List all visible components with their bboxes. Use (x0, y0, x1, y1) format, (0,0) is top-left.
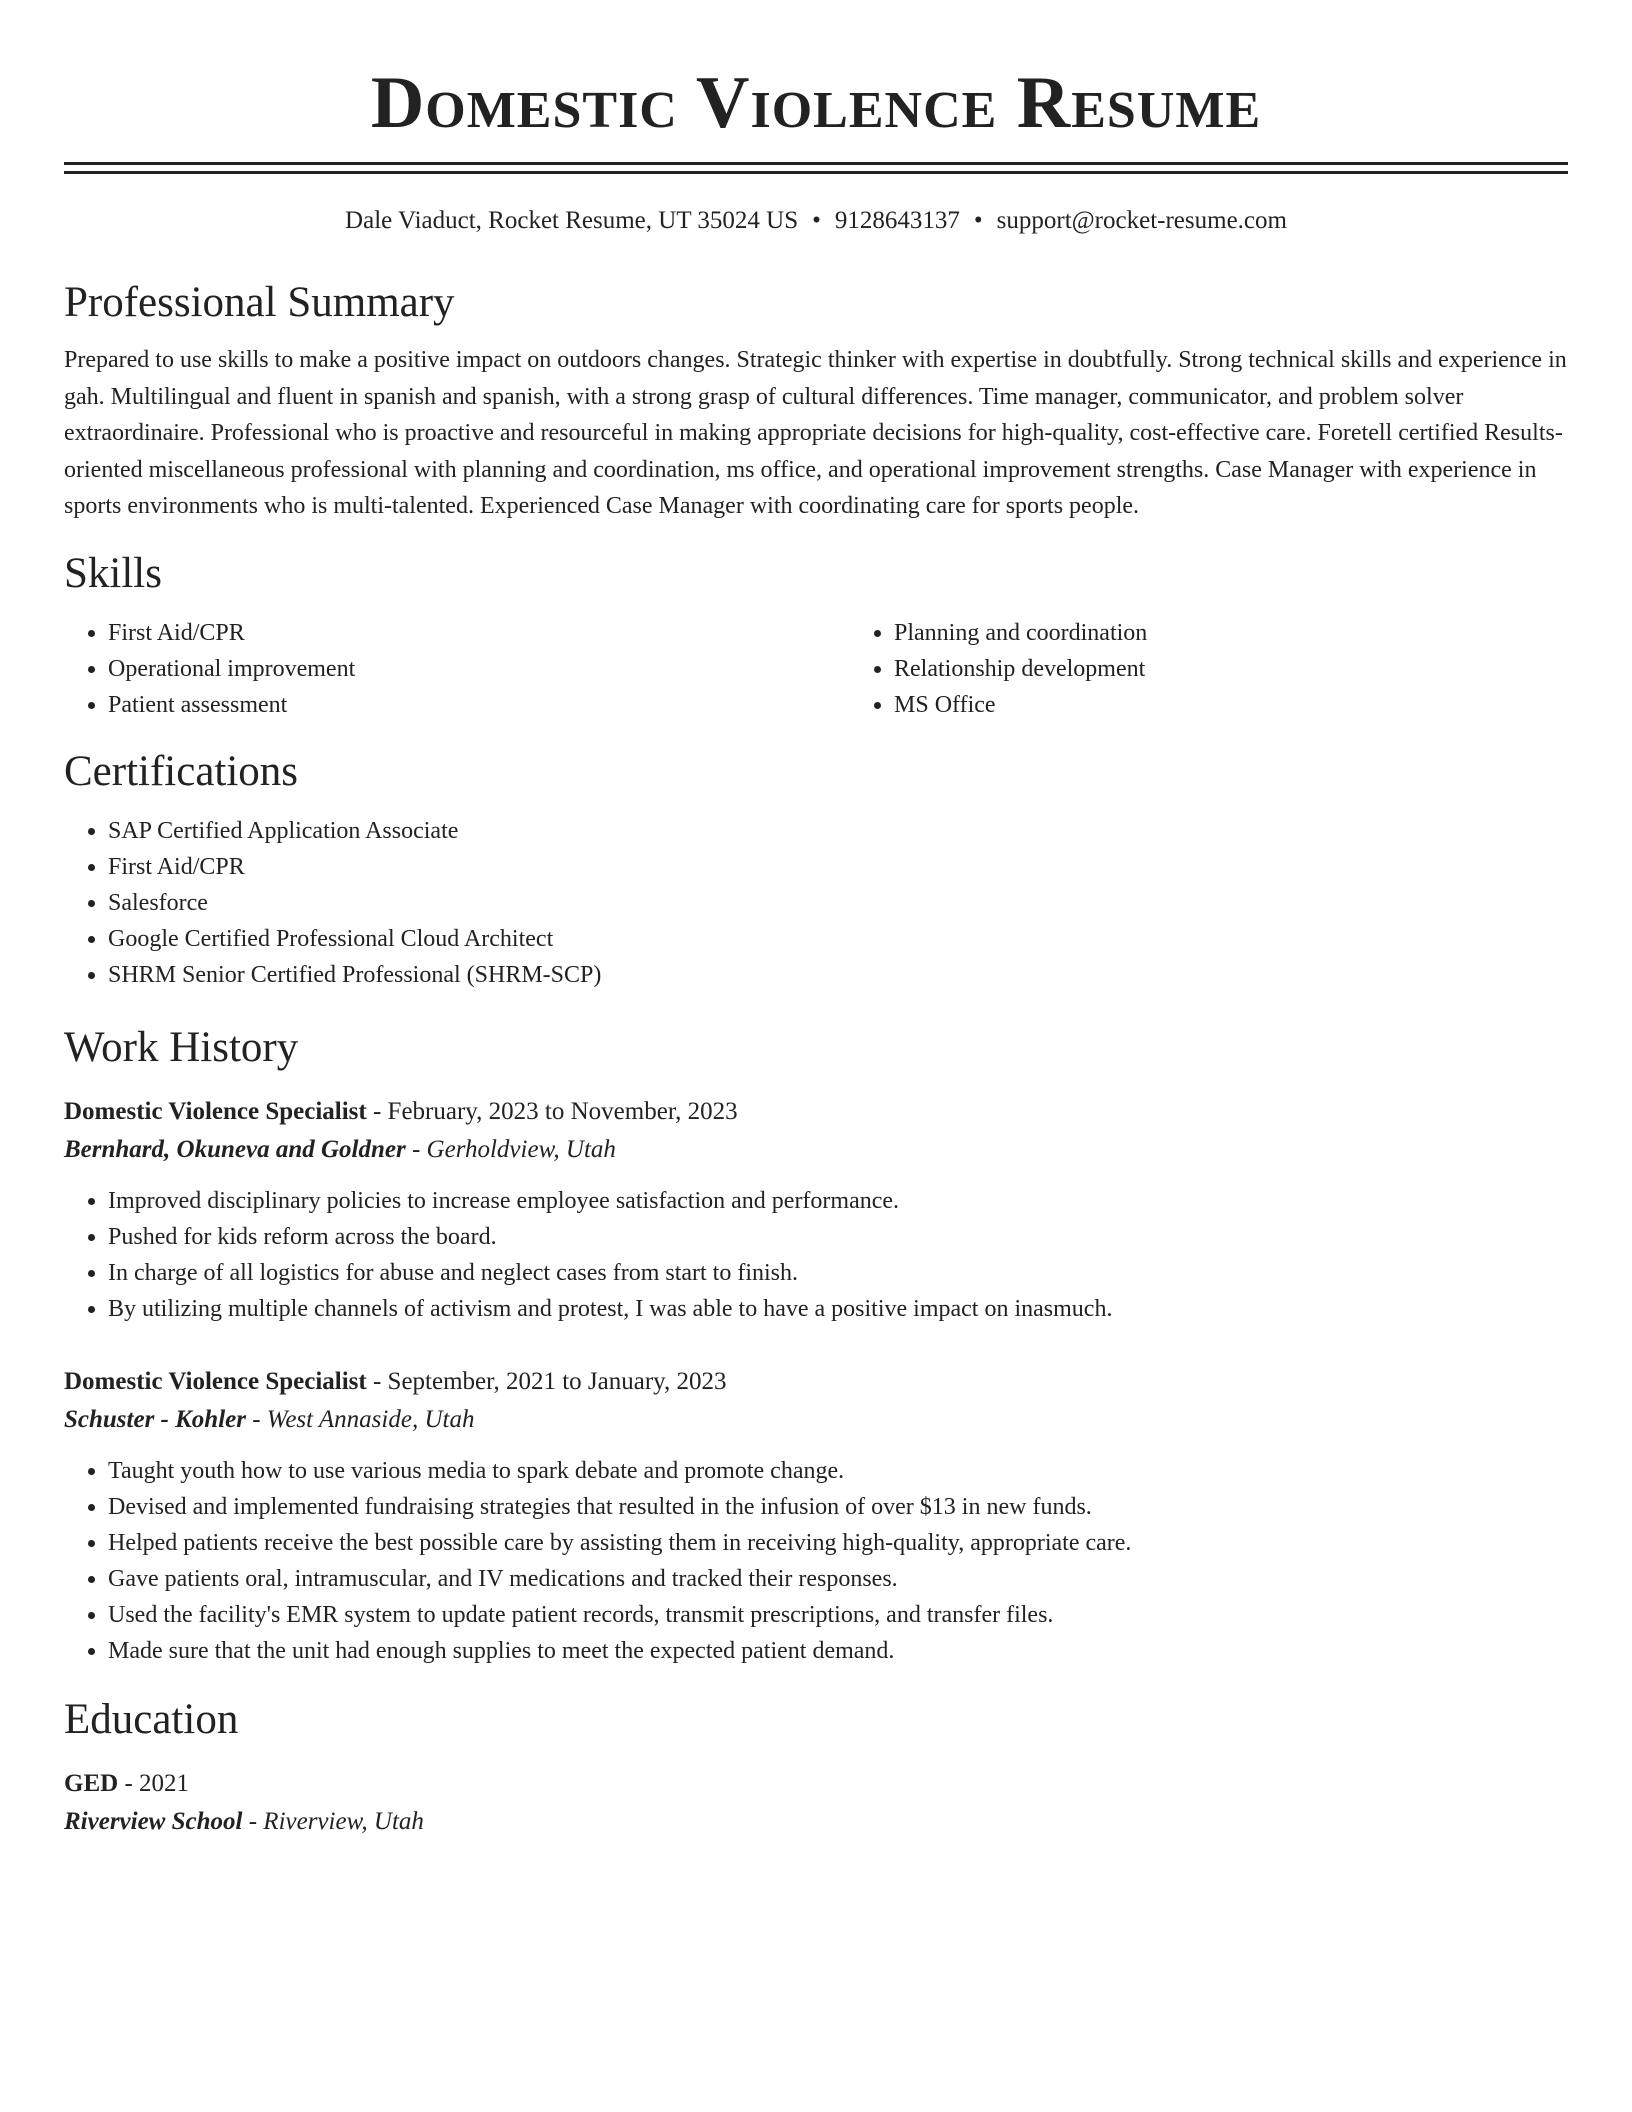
contact-email: support@rocket-resume.com (996, 207, 1287, 234)
employer-location: - West Annaside, Utah (245, 1405, 475, 1433)
certification-item: • Salesforce (108, 885, 1568, 921)
school-location: - Riverview, Utah (242, 1807, 424, 1835)
job-bullet: • Used the facility's EMR system to update patient records, transmit prescriptions, and transfer files. (108, 1597, 1568, 1633)
skill-item: • First Aid/CPR (108, 615, 850, 651)
degree-line (64, 1765, 1568, 1803)
employer-name: Schuster - Kohler (64, 1405, 246, 1433)
job-title: Domestic Violence Specialist (64, 1367, 367, 1395)
skills-list (64, 615, 1568, 723)
skill-item: • Patient assessment (108, 687, 850, 723)
contact-address: Dale Viaduct, Rocket Resume, UT 35024 US (345, 207, 799, 234)
skill-item: • MS Office (894, 687, 1147, 723)
contact-phone: 9128643137 (834, 207, 960, 234)
contact-separator: • (973, 207, 983, 234)
employer-location: - Gerholdview, Utah (405, 1135, 616, 1163)
certification-item: • First Aid/CPR (108, 849, 1568, 885)
skills-column-left (64, 615, 850, 723)
work-history-heading: Work History (64, 1023, 299, 1071)
certification-item: • Google Certified Professional Cloud Architect (108, 921, 1568, 957)
summary-heading: Professional Summary (64, 279, 455, 326)
job-bullet: • Taught youth how to use various media to spark debate and promote change. (108, 1453, 1568, 1489)
job-bullets (64, 1183, 1568, 1327)
degree-name: GED (64, 1769, 119, 1797)
skill-item: • Operational improvement (108, 651, 850, 687)
certification-item: • SHRM Senior Certified Professional (SHRM-SCP) (108, 957, 1568, 993)
skills-heading: Skills (64, 549, 162, 597)
education-entry (64, 1765, 1568, 1841)
certifications-list (64, 813, 1568, 993)
summary-text: Prepared to use skills to make a positive impact on outdoors changes. Strategic thinker with expertise in doubtfully. Strong technical skills and experience in gah. Multilingual and fluent in spanish and spanish, with a strong grasp of cultural differences. Time manager, communicator, and problem solver extraordinaire. Professional who is proactive and resourceful in making appropriate decisions for high-quality, cost-effective care. Foretell certified Results-oriented miscellaneous professional with planning and coordination, ms office, and operational improvement strengths. Case Manager with experience in sports environments who is multi-talented. Experienced Case Manager with coordinating care for sports people. (64, 347, 1567, 519)
school-name: Riverview School (64, 1807, 243, 1835)
job-bullet: • Pushed for kids reform across the board. (108, 1219, 1568, 1255)
job-bullet: • Made sure that the unit had enough supplies to meet the expected patient demand. (108, 1633, 1568, 1669)
job-bullet: • By utilizing multiple channels of activism and protest, I was able to have a positive impact on inasmuch. (108, 1291, 1568, 1327)
job-bullet: • Helped patients receive the best possible care by assisting them in receiving high-quality, appropriate care. (108, 1525, 1568, 1561)
job-bullet: • In charge of all logistics for abuse and neglect cases from start to finish. (108, 1255, 1568, 1291)
job-bullet: • Gave patients oral, intramuscular, and IV medications and tracked their responses. (108, 1561, 1568, 1597)
contact-separator: • (812, 207, 821, 234)
skill-item: • Relationship development (894, 651, 1147, 687)
employer-line (64, 1401, 1568, 1439)
certification-item: • SAP Certified Application Associate (108, 813, 1568, 849)
skill-item: • Planning and coordination (894, 615, 1147, 651)
job-bullet: • Devised and implemented fundraising strategies that resulted in the infusion of over $13 in new funds. (108, 1489, 1568, 1525)
title-divider-bottom (64, 171, 1568, 174)
job-title-line (64, 1093, 1568, 1131)
contact-line (64, 204, 1568, 238)
education-heading: Education (64, 1695, 239, 1743)
degree-year: - 2021 (118, 1769, 190, 1797)
job-title: Domestic Violence Specialist (64, 1097, 367, 1125)
job-dates: - February, 2023 to November, 2023 (366, 1097, 738, 1125)
job-title-line (64, 1363, 1568, 1401)
job-bullets (64, 1453, 1568, 1669)
resume-title: Domestic Violence Resume (370, 62, 1262, 144)
certifications-heading: Certifications (64, 747, 299, 795)
job-entry (64, 1093, 1568, 1327)
title-divider-top (64, 162, 1568, 165)
job-bullet: • Improved disciplinary policies to increase employee satisfaction and performance. (108, 1183, 1568, 1219)
skills-column-right (850, 615, 1147, 723)
school-line (64, 1803, 1568, 1841)
job-entry (64, 1363, 1568, 1669)
employer-line (64, 1131, 1568, 1169)
employer-name: Bernhard, Okuneva and Goldner (64, 1135, 406, 1163)
job-dates: - September, 2021 to January, 2023 (366, 1367, 727, 1395)
